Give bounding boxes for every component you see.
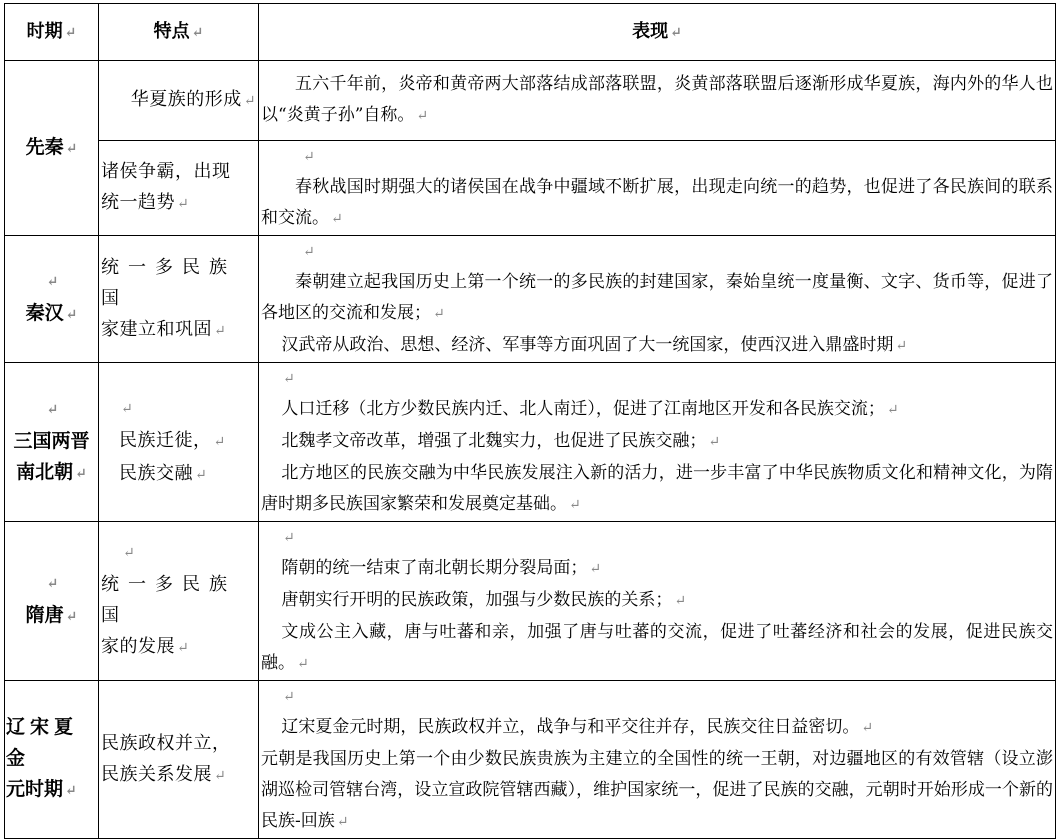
table-row [5,61,1056,141]
history-table [4,3,1056,839]
feature-cell: ↵ 民族迁徙， ↵ 民族交融 ↵ [99,363,259,522]
header-row [5,4,1056,61]
content-cell: ↵ 春秋战国时期强大的诸侯国在战争中疆域不断扩展，出现走向统一的趋势，也促进了各民族间的联系和交流。 ↵ [259,141,1056,236]
feature-cell: 统一多民族国 家建立和巩固 ↵ [99,236,259,363]
content-cell: ↵ 辽宋夏金元时期，民族政权并立，战争与和平交往并存，民族交往日益密切。 ↵ 元朝是我国历史上第一个由少数民族贵族为主建立的全国性的统一王朝，对边疆地区的有效管辖（设立澎湖巡检司管辖台湾，设立宣政院管辖西藏），维护国家统一，促进了民族的交融，元朝时开始形成一个新的民族-回族 ↵ [259,681,1056,839]
feature-cell: 华夏族的形成 ↵ [99,61,259,141]
feature-cell: 民族政权并立， 民族关系发展 ↵ [99,681,259,839]
period-cell: ↵ 三国两晋 南北朝 ↵ [5,363,99,522]
period-cell: ↵ 隋唐 ↵ [5,522,99,681]
table-row [5,522,1056,681]
content-cell: ↵ 秦朝建立起我国历史上第一个统一的多民族的封建国家，秦始皇统一度量衡、文字、货币等，促进了各地区的交流和发展； ↵ 汉武帝从政治、思想、经济、军事等方面巩固了大一统国家，使西汉进入鼎盛时期 ↵ [259,236,1056,363]
feature-cell: 诸侯争霸，出现 统一趋势 ↵ [99,141,259,236]
feature-cell: ↵ 统一多民族国 家的发展 ↵ [99,522,259,681]
table-row [5,681,1056,839]
table-row [5,141,1056,236]
content-cell: ↵ 人口迁移（北方少数民族内迁、北人南迁），促进了江南地区开发和各民族交流； ↵ 北魏孝文帝改革，增强了北魏实力，也促进了民族交融； ↵ 北方地区的民族交融为中华民族发展注入新的活力，进一步丰富了中华民族物质文化和精神文化，为隋唐时期多民族国家繁荣和发展奠定基础。 ↵ [259,363,1056,522]
period-cell: ↵ 秦汉 ↵ [5,236,99,363]
header-feature: 特点 ↵ [99,4,259,61]
content-cell: ↵ 隋朝的统一结束了南北朝长期分裂局面； ↵ 唐朝实行开明的民族政策，加强与少数民族的关系； ↵ 文成公主入藏，唐与吐蕃和亲，加强了唐与吐蕃的交流，促进了吐蕃经济和社会的发展，促进民族交融。 ↵ [259,522,1056,681]
table-row [5,363,1056,522]
table-row [5,236,1056,363]
period-cell: 先秦 ↵ [5,61,99,236]
header-period: 时期 ↵ [5,4,99,61]
period-cell: 辽宋夏金 元时期 ↵ [5,681,99,839]
content-cell: 五六千年前，炎帝和黄帝两大部落结成部落联盟，炎黄部落联盟后逐渐形成华夏族，海内外的华人也以“炎黄子孙”自称。 ↵ [259,61,1056,141]
header-content: 表现 ↵ [259,4,1056,61]
